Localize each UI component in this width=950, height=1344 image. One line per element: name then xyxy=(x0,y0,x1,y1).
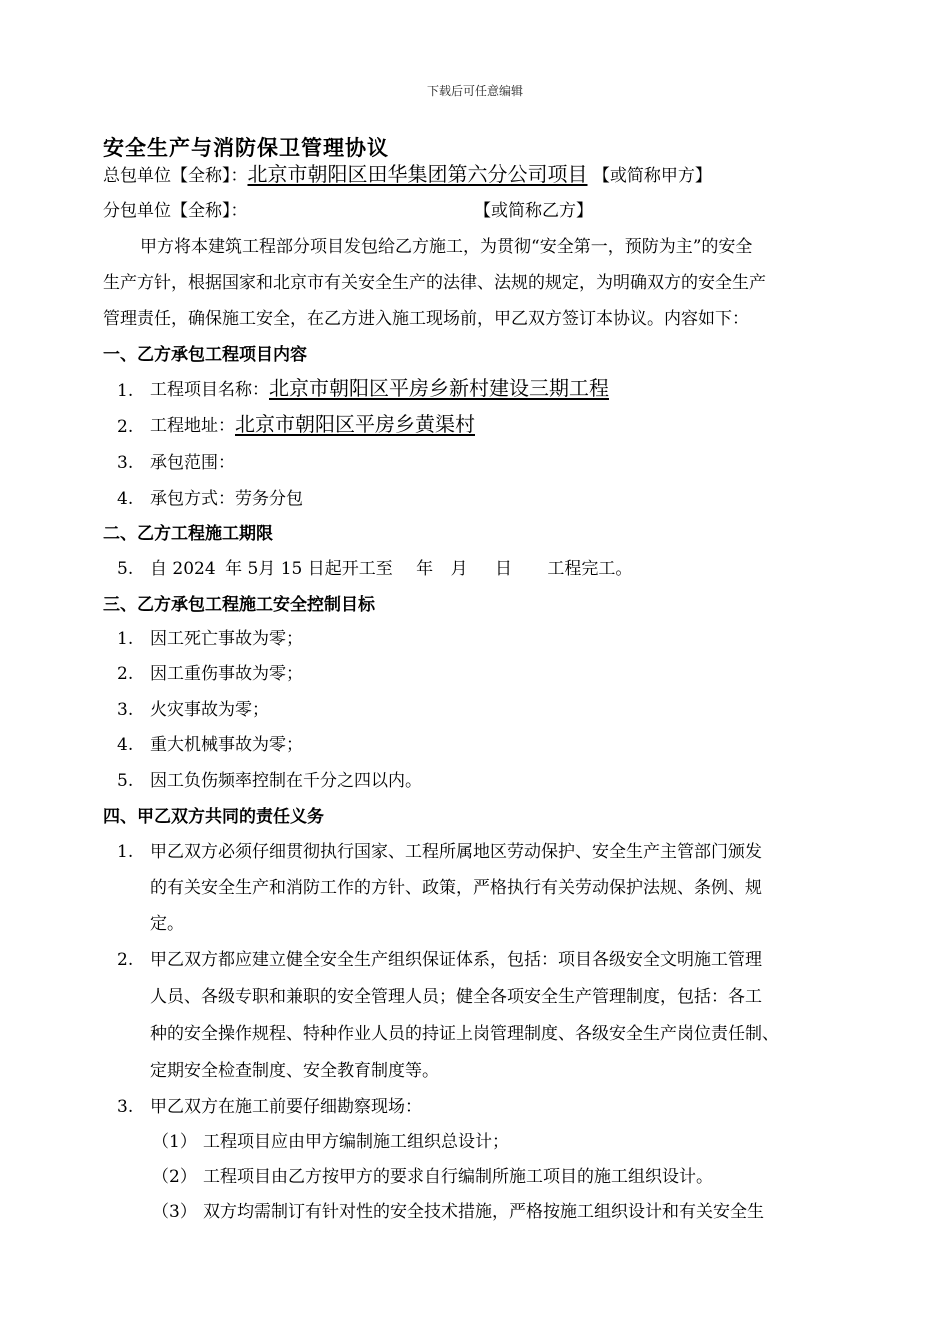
s3-item-1: 因工死亡事故为零； xyxy=(150,629,303,649)
period-from: 自 xyxy=(150,559,167,579)
s3-item-4: 重大机械事故为零； xyxy=(150,735,303,755)
start-month: 5 xyxy=(247,559,259,579)
end-year-unit: 年 xyxy=(416,559,434,579)
s4-item-3: 甲乙双方在施工前要仔细勘察现场： xyxy=(150,1097,422,1117)
header-note: 下载后可任意编辑 xyxy=(426,84,523,98)
s4-item-1-line-2: 的有关安全生产和消防工作的方针、政策，严格执行有关劳动保护法规、条例、规 xyxy=(150,878,762,898)
s1-item-1 xyxy=(150,377,609,401)
project-name-label: 工程项目名称： xyxy=(150,380,269,400)
s1-item-4: 承包方式：劳务分包 xyxy=(150,489,303,509)
s1-item-2 xyxy=(150,413,475,437)
s4-item-1-line-3: 定。 xyxy=(150,914,184,934)
section-3-heading: 三、乙方承包工程施工安全控制目标 xyxy=(103,595,375,615)
s4-item-1-num: 1. xyxy=(117,842,134,862)
s3-item-2: 因工重伤事故为零； xyxy=(150,664,303,684)
s4-sub-2: 工程项目由乙方按甲方的要求自行编制所施工项目的施工组织设计。 xyxy=(203,1167,713,1187)
s4-sub-1-num: （1） xyxy=(152,1132,197,1152)
subcontractor-label: 分包单位【全称】： xyxy=(103,201,248,221)
s4-item-2-num: 2. xyxy=(117,950,134,970)
intro-line-3: 管理责任，确保施工安全，在乙方进入施工现场前，甲乙双方签订本协议。内容如下： xyxy=(103,309,749,329)
contractor-label: 总包单位【全称】： xyxy=(103,166,248,186)
s3-item-1-num: 1. xyxy=(117,629,134,649)
s1-item-4-num: 4. xyxy=(117,489,134,509)
construction-period xyxy=(150,558,632,580)
section-1-heading: 一、乙方承包工程项目内容 xyxy=(103,345,307,365)
end-month-unit: 月 xyxy=(450,559,468,579)
s4-item-3-num: 3. xyxy=(117,1097,134,1117)
end-text: 工程完工。 xyxy=(547,559,633,579)
project-address-value: 北京市朝阳区平房乡黄渠村 xyxy=(235,412,475,436)
project-name-value: 北京市朝阳区平房乡新村建设三期工程 xyxy=(269,376,609,400)
s3-item-5-num: 5. xyxy=(117,771,134,791)
s1-item-1-num: 1. xyxy=(117,381,134,401)
start-day: 15 xyxy=(280,559,303,579)
subcontractor-line xyxy=(103,200,248,222)
s4-item-2-line-4: 定期安全检查制度、安全教育制度等。 xyxy=(150,1061,439,1081)
start-text: 日起开工至 xyxy=(307,559,393,579)
contractor-line xyxy=(103,163,712,187)
s3-item-3: 火灾事故为零； xyxy=(150,700,269,720)
s3-item-2-num: 2. xyxy=(117,664,134,684)
s4-sub-1: 工程项目应由甲方编制施工组织总设计； xyxy=(203,1132,509,1152)
contractor-name: 北京市朝阳区田华集团第六分公司项目 xyxy=(247,162,588,186)
section-2-heading: 二、乙方工程施工期限 xyxy=(103,524,273,544)
document-title: 安全生产与消防保卫管理协议 xyxy=(103,135,389,160)
s4-item-1-line-1: 甲乙双方必须仔细贯彻执行国家、工程所属地区劳动保护、安全生产主管部门颁发 xyxy=(150,842,762,862)
month-unit: 月 xyxy=(258,559,276,579)
s3-item-3-num: 3. xyxy=(117,700,134,720)
s1-item-3-num: 3. xyxy=(117,453,134,473)
project-address-label: 工程地址： xyxy=(150,416,235,436)
year-unit: 年 xyxy=(225,559,243,579)
subcontractor-short: 【或简称乙方】 xyxy=(474,201,593,221)
s4-item-2-line-2: 人员、各级专职和兼职的安全管理人员；健全各项安全生产管理制度，包括：各工 xyxy=(150,987,762,1007)
s4-item-2-line-1: 甲乙双方都应建立健全安全生产组织保证体系，包括：项目各级安全文明施工管理 xyxy=(150,950,762,970)
intro-line-1: 甲方将本建筑工程部分项目发包给乙方施工，为贯彻“安全第一，预防为主”的安全 xyxy=(140,237,753,257)
end-day-unit: 日 xyxy=(494,559,512,579)
s1-item-2-num: 2. xyxy=(117,417,134,437)
s3-item-4-num: 4. xyxy=(117,735,134,755)
s4-sub-2-num: （2） xyxy=(152,1167,197,1187)
s4-sub-3: 双方均需制订有针对性的安全技术措施，严格按施工组织设计和有关安全生 xyxy=(203,1202,764,1222)
s1-item-3: 承包范围： xyxy=(150,453,235,473)
start-year: 2024 xyxy=(172,559,216,579)
s4-sub-3-num: （3） xyxy=(152,1202,197,1222)
s3-item-5: 因工负伤频率控制在千分之四以内。 xyxy=(150,771,422,791)
s2-item-num: 5. xyxy=(117,559,134,579)
contractor-short: 【或简称甲方】 xyxy=(592,166,712,186)
s4-item-2-line-3: 种的安全操作规程、特种作业人员的持证上岗管理制度、各级安全生产岗位责任制、 xyxy=(150,1024,779,1044)
section-4-heading: 四、甲乙双方共同的责任义务 xyxy=(103,807,324,827)
intro-line-2: 生产方针，根据国家和北京市有关安全生产的法律、法规的规定，为明确双方的安全生产 xyxy=(103,273,766,293)
